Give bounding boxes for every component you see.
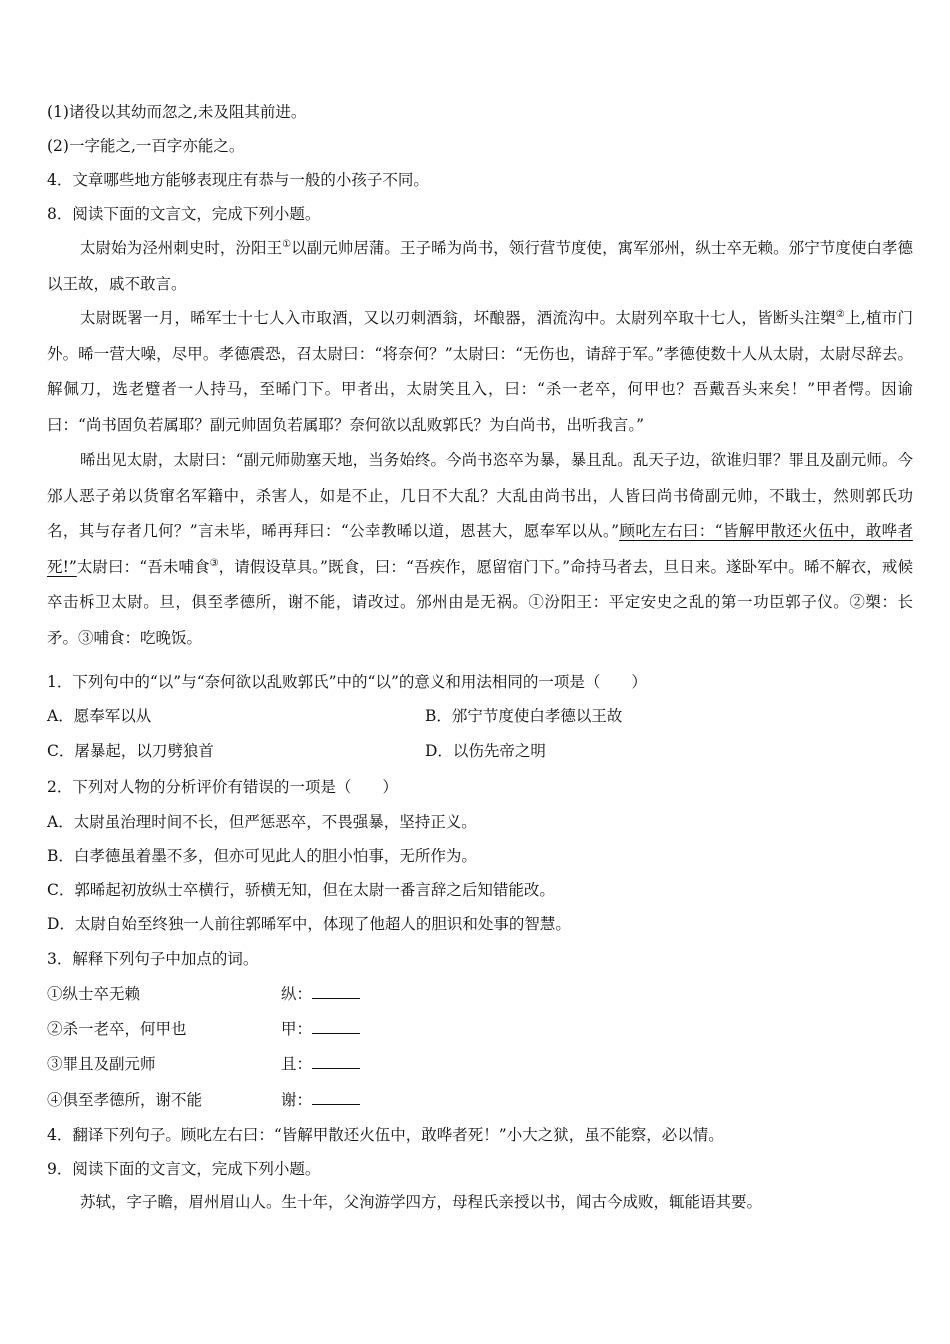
passage-paragraph-2 [47,301,913,443]
q3-sentence: ②杀一老卒，何甲也 [47,1020,187,1038]
section-8-heading: 8．阅读下面的文言文，完成下列小题。 [47,205,321,223]
section-9-paragraph-1: 苏轼，字子瞻，眉州眉山人。生十年，父洵游学四方，母程氏亲授以书，闻古今成败，辄能语其要。 [80,1193,763,1211]
answer-blank[interactable] [312,1054,360,1069]
passage-1-text-a: 太尉始为泾州刺史时，汾阳王 [80,239,283,257]
q3-term [281,1053,360,1075]
q3-term [281,1018,360,1040]
item-2: (2)一字能之,一百字亦能之。 [47,137,245,155]
q2-option-d: D．太尉自始至终独一人前往郭晞军中，体现了他超人的胆识和处事的智慧。 [47,915,571,933]
q3-term-label: 谢： [281,1091,313,1109]
q3-term-label: 纵： [281,985,313,1003]
option-c: C．屠暴起，以刀劈狼首 [47,742,214,760]
passage-3-text-b: 太尉曰：“吾未哺食 [76,557,210,576]
option-b: B．邠宁节度使白孝德以王故 [425,707,623,725]
q3-item-2 [47,1018,313,1040]
q3-term [281,983,360,1005]
q3-sentence: ①纵士卒无赖 [47,985,141,1003]
passage-paragraph-3 [47,443,913,656]
answer-blank[interactable] [312,1019,360,1034]
footnote-marker-2: ② [835,308,846,320]
question-4: 4．翻译下列句子。顾叱左右曰：“皆解甲散还火伍中，敢哗者死！”小大之狱，虽不能察，必以情。 [47,1126,724,1144]
q2-option-b: B．白孝德虽着墨不多，但亦可见此人的胆小怕事，无所作为。 [47,847,477,865]
item-1: (1)诸役以其幼而忽之,未及阻其前进。 [47,103,307,121]
question-1-options-row-2 [47,740,546,762]
q3-term-label: 甲： [281,1020,313,1038]
q2-option-a: A．太尉虽治理时间不长，但严惩恶卒，不畏强暴，坚持正义。 [47,813,477,831]
question-1-options-row-1 [47,705,623,727]
question-3: 3．解释下列句子中加点的词。 [47,950,259,968]
passage-paragraph-1 [47,231,913,302]
footnote-marker-1: ① [282,238,292,250]
q3-term-label: 且： [281,1055,313,1073]
q3-item-1 [47,983,313,1005]
q3-item-4 [47,1089,313,1111]
option-d: D．以伤先帝之明 [425,742,546,760]
question-4-top: 4．文章哪些地方能够表现庄有恭与一般的小孩子不同。 [47,171,429,189]
passage-3-text-a: 晞出见太尉，太尉曰：“副元师勋塞天地，当务始终。今尚书恣卒为暴，暴且乱。乱天子边，欲谁归罪？罪且及副元师。今邠人恶子弟以货窜名军籍中，杀害人，如是不止，几日不大乱？大乱由尚书出，人皆曰尚书倚副元帅，不戢士，然则郭氏功名，其与存者几何？”言未毕，晞再拜曰：“公幸教晞以道，恩甚大，愿奉军以从。” [47,451,913,540]
q2-option-c: C．郭晞起初放纵士卒横行，骄横无知，但在太尉一番言辞之后知错能改。 [47,881,555,899]
answer-blank[interactable] [312,1090,360,1105]
q3-item-3 [47,1053,313,1075]
q3-sentence: ④俱至孝德所，谢不能 [47,1091,203,1109]
question-2: 2．下列对人物的分析评价有错误的一项是（ ） [47,778,398,796]
question-1: 1．下列句中的“以”与“奈何欲以乱败郭氏”中的“以”的意义和用法相同的一项是（ ） [47,673,647,691]
passage-2-text-b: 上,植市门外。晞一营大噪，尽甲。孝德震恐，召太尉曰：“将奈何？”太尉曰：“无伤也，请辞于军。”孝德使数十人从太尉，太尉尽辞去。解佩刀，选老躄者一人持马，至晞门下。甲者出，太尉笑且入，曰：“杀一老卒，何甲也？吾戴吾头来矣！”甲者愕。因谕曰：“尚书固负若属耶？副元帅固负若属耶？奈何欲以乱败郭氏？为白尚书，出听我言。” [47,309,913,434]
q3-sentence: ③罪且及副元师 [47,1055,156,1073]
option-a: A．愿奉军以从 [47,707,152,725]
section-9-heading: 9．阅读下面的文言文，完成下列小题。 [47,1160,321,1178]
q3-term [281,1089,360,1111]
answer-blank[interactable] [312,984,360,999]
passage-1-text-b: 以副元帅居蒲。王子晞为尚书，领行营节度使，寓军邠州，纵士卒无赖。邠宁节度使白孝德以王故，戚不敢言。 [47,239,913,293]
passage-2-text-a: 太尉既署一月，晞军士十七人入市取酒，又以刃刺酒翁，坏酿器，酒流沟中。太尉列卒取十七人，皆断头注槊 [80,309,836,327]
underlined-sentence: 顾叱左右曰：“皆解甲散还火伍中，敢哗者死!” [47,522,913,576]
passage-3-text-c: ，请假设草具。”既食，曰：“吾疾作，愿留宿门下。”命持马者去，旦日来。遂卧军中。晞不解衣，戒候卒击柝卫太尉。旦，俱至孝德所，谢不能，请改过。邠州由是无祸。①汾阳王：平定安史之乱的第一功臣郭子仪。②槊：长矛。③哺食：吃晚饭。 [47,557,914,647]
footnote-marker-3: ③ [209,557,219,569]
